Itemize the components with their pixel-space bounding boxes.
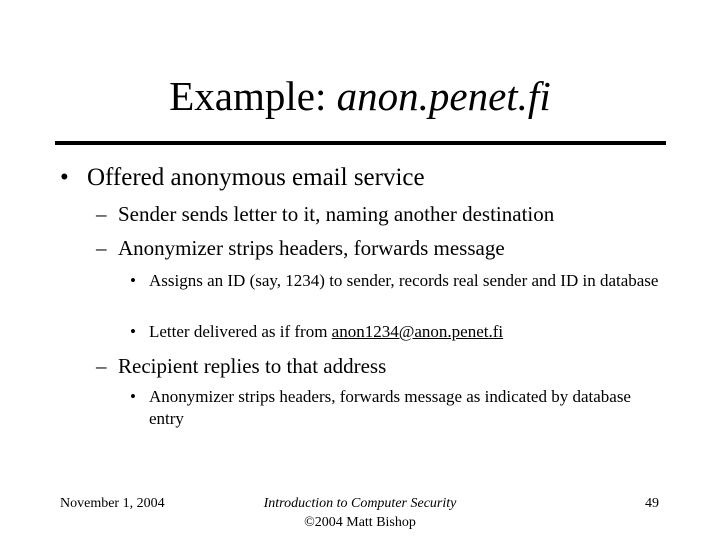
bullet-dot-icon: •	[130, 387, 136, 406]
subbullet-anonymizer-strips	[96, 235, 505, 261]
anon-address-link[interactable]: anon1234@anon.penet.fi	[331, 322, 504, 341]
subsubbullet-anonymizer-forwards	[130, 386, 670, 430]
subsubbullet-text: Assigns an ID (say, 1234) to sender, records real sender and ID in database	[149, 271, 659, 290]
slide-title-prefix: Example:	[169, 73, 337, 119]
dash-icon: –	[96, 236, 107, 260]
title-divider	[55, 141, 666, 145]
footer-course-info	[210, 494, 510, 532]
dash-icon: –	[96, 354, 107, 378]
subsubbullet-letter-delivered	[130, 321, 670, 343]
bullet-offered-service	[60, 163, 425, 193]
subbullet-text: Sender sends letter to it, naming another destination	[118, 202, 555, 226]
subsubbullet-assigns-id	[130, 270, 670, 292]
footer-copyright: ©2004 Matt Bishop	[304, 515, 416, 530]
subbullet-recipient-replies	[96, 353, 386, 379]
footer-date: November 1, 2004	[60, 496, 165, 511]
letter-delivered-prefix: Letter delivered as if from	[149, 322, 332, 341]
footer-page-number: 49	[645, 496, 659, 511]
subbullet-text: Recipient replies to that address	[118, 354, 387, 378]
bullet-dot-icon: •	[130, 322, 136, 341]
dash-icon: –	[96, 202, 107, 226]
bullet-dot-icon: •	[130, 271, 136, 290]
subbullet-sender-sends	[96, 201, 554, 227]
slide-title-domain: anon.penet.fi	[336, 73, 551, 119]
subbullet-text: Anonymizer strips headers, forwards message	[118, 236, 505, 260]
subsubbullet-text	[130, 321, 670, 343]
footer-course: Introduction to Computer Security	[263, 496, 457, 511]
bullet-dot-icon: •	[60, 164, 69, 191]
slide-title	[0, 72, 720, 120]
bullet-text: Offered anonymous email service	[87, 164, 425, 191]
subsubbullet-text: Anonymizer strips headers, forwards message as indicated by database entry	[149, 387, 631, 428]
